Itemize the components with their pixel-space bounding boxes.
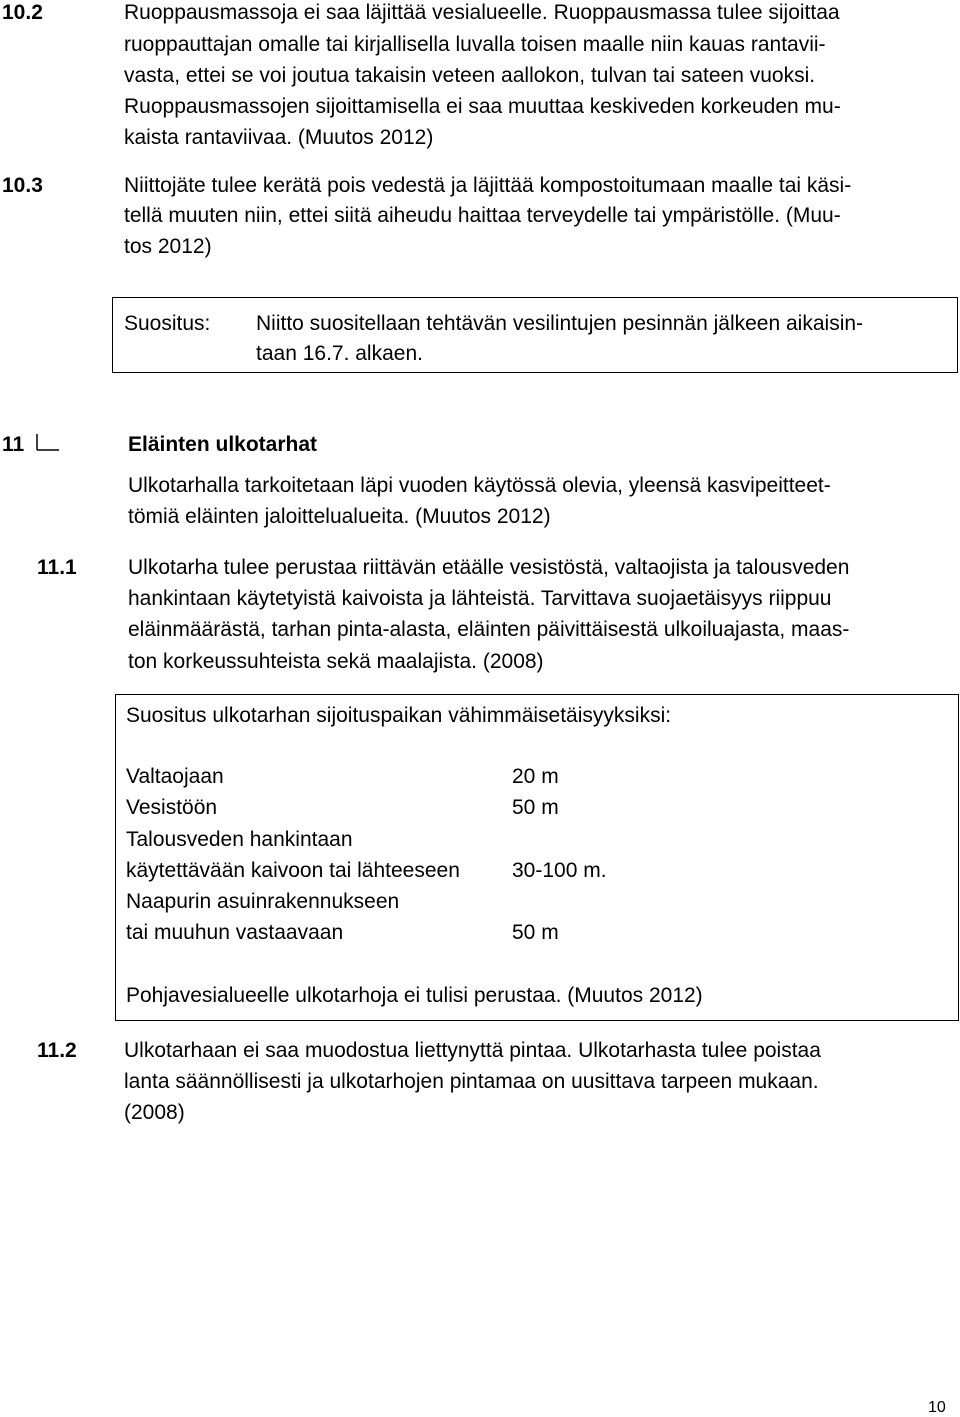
section-number-11: 11 — [2, 433, 25, 456]
section-number-11-1: 11.1 — [37, 556, 77, 579]
recommendation-box-mowing — [112, 297, 958, 373]
distance-row-value: 20 m — [512, 765, 559, 788]
section-11-2-line-2: lanta säännöllisesti ja ulkotarhojen pintamaa on uusittava tarpeen mukaan. — [124, 1070, 819, 1093]
section-10-2-line-4: Ruoppausmassojen sijoittamisella ei saa muuttaa keskiveden korkeuden mu- — [124, 95, 841, 118]
section-11-2-line-1: Ulkotarhaan ei saa muodostua liettynyttä pintaa. Ulkotarhasta tulee poistaa — [124, 1039, 821, 1062]
section-10-2-line-1: Ruoppausmassoja ei saa läjittää vesialueelle. Ruoppausmassa tulee sijoittaa — [124, 1, 840, 24]
section-number-11-2: 11.2 — [37, 1039, 77, 1062]
section-11-1-line-1: Ulkotarha tulee perustaa riittävän etäälle vesistöstä, valtaojista ja talousveden — [128, 556, 850, 579]
distance-row-label: Valtaojaan — [126, 765, 224, 788]
recommendation-line-2: taan 16.7. alkaen. — [256, 342, 423, 365]
distance-row-label: tai muuhun vastaavaan — [126, 921, 344, 944]
section-10-2-line-3: vasta, ettei se voi joutua takaisin veteen aallokon, tulvan tai sateen vuoksi. — [124, 64, 816, 87]
section-11-line-2: tömiä eläinten jaloittelualueita. (Muutos 2012) — [128, 505, 551, 528]
section-11-1-line-4: ton korkeussuhteista sekä maalajista. (2008) — [128, 650, 544, 673]
section-number-10-3: 10.3 — [2, 174, 43, 197]
distances-footer: Pohjavesialueelle ulkotarhoja ei tulisi perustaa. (Muutos 2012) — [126, 984, 703, 1007]
distance-row-value: 50 m — [512, 921, 559, 944]
section-10-3-line-3: tos 2012) — [124, 235, 212, 258]
section-10-3-line-1: Niittojäte tulee kerätä pois vedestä ja läjittää kompostoitumaan maalle tai käsi- — [124, 174, 852, 197]
page-number: 10 — [928, 1399, 946, 1416]
section-11-title: Eläinten ulkotarhat — [128, 433, 318, 456]
section-number-10-2: 10.2 — [2, 1, 43, 24]
distance-row-label: Vesistöön — [126, 796, 218, 819]
distance-row-label: Naapurin asuinrakennukseen — [126, 890, 400, 913]
section-reference-mark-icon — [35, 432, 61, 452]
distance-row-value: 30-100 m. — [512, 859, 607, 882]
recommendation-label: Suositus: — [124, 312, 211, 335]
distances-heading: Suositus ulkotarhan sijoituspaikan vähimmäisetäisyyksiksi: — [126, 704, 672, 727]
recommendation-line-1: Niitto suositellaan tehtävän vesilintujen pesinnän jälkeen aikaisin- — [256, 312, 864, 335]
section-11-1-line-2: hankintaan käytetyistä kaivoista ja lähteistä. Tarvittava suojaetäisyys riippuu — [128, 587, 832, 610]
recommendation-box-distances — [115, 694, 959, 1021]
distance-row-label: käytettävään kaivoon tai lähteeseen — [126, 859, 460, 882]
section-10-3-line-2: tellä muuten niin, ettei siitä aiheudu haittaa terveydelle tai ympäristölle. (Muu- — [124, 204, 841, 227]
section-10-2-line-5: kaista rantaviivaa. (Muutos 2012) — [124, 126, 434, 149]
distance-row-value: 50 m — [512, 796, 559, 819]
section-10-2-line-2: ruoppauttajan omalle tai kirjallisella luvalla toisen maalle niin kauas rantavii- — [124, 33, 826, 56]
section-11-line-1: Ulkotarhalla tarkoitetaan läpi vuoden käytössä olevia, yleensä kasvipeitteet- — [128, 474, 831, 497]
section-11-2-line-3: (2008) — [124, 1101, 185, 1124]
section-11-1-line-3: eläinmäärästä, tarhan pinta-alasta, eläinten päivittäisestä ulkoiluajasta, maas- — [128, 618, 850, 641]
distance-row-label: Talousveden hankintaan — [126, 828, 353, 851]
